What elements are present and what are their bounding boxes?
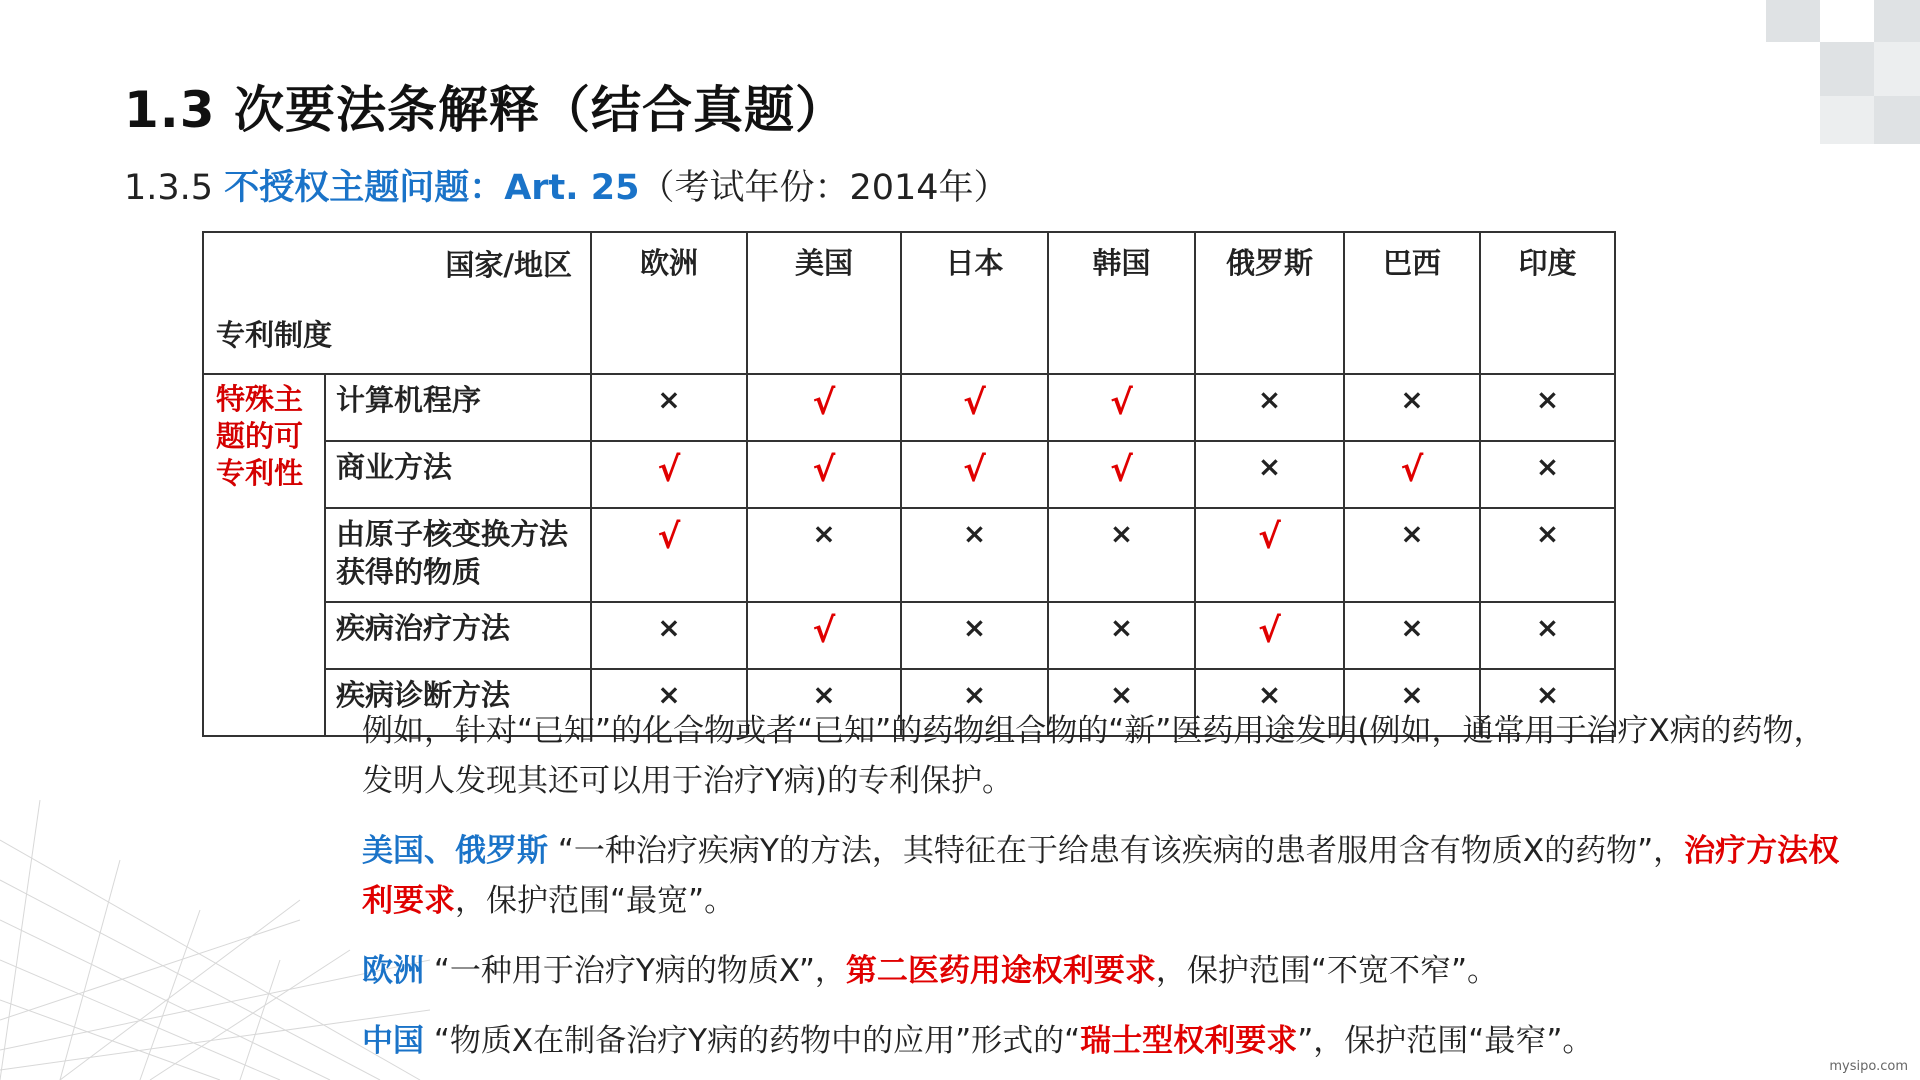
europe-label: 欧洲 (362, 953, 424, 989)
mark-cell: × (747, 669, 901, 736)
corner-label-system: 专利制度 (216, 318, 333, 352)
mark-cell: × (1048, 602, 1195, 669)
europe-text: “一种用于治疗Y病的物质X”， (433, 953, 846, 989)
patentability-table (202, 231, 1616, 737)
mark-cell: √ (1195, 602, 1344, 669)
row-label: 计算机程序 (325, 374, 591, 441)
mark-cell: √ (901, 374, 1048, 441)
mark-cell: × (1195, 669, 1344, 736)
mark-cell: √ (1048, 441, 1195, 508)
row-label: 商业方法 (325, 441, 591, 508)
us-russia-claim-type: 治疗方法权利要求 (362, 833, 1840, 919)
page-title: 1.3 次要法条解释（结合真题） (124, 81, 846, 139)
table-row (203, 374, 1615, 441)
mark-cell: × (1480, 441, 1615, 508)
us-russia-label: 美国、俄罗斯 (362, 833, 548, 869)
mark-cell: √ (901, 441, 1048, 508)
mark-cell: √ (747, 441, 901, 508)
country-header: 韩国 (1048, 232, 1195, 374)
watermark: mysipo.com (1829, 1059, 1908, 1074)
intro-paragraph: 例如，针对“已知”的化合物或者“已知”的药物组合物的“新”医药用途发明(例如，通常用于治疗X病的药物，发明人发现其还可以用于治疗Y病)的专利保护。 (362, 713, 1825, 799)
mark-cell: × (591, 669, 747, 736)
china-label: 中国 (362, 1023, 424, 1059)
mark-cell: √ (591, 508, 747, 602)
mark-cell: × (1344, 508, 1480, 602)
us-russia-paragraph (362, 826, 1842, 926)
row-label: 由原子核变换方法获得的物质 (325, 508, 591, 602)
table-row (203, 508, 1615, 602)
mark-cell: × (1480, 669, 1615, 736)
country-header: 印度 (1480, 232, 1615, 374)
mark-cell: √ (1344, 441, 1480, 508)
mark-cell: × (901, 602, 1048, 669)
europe-claim-type: 第二医药用途权利要求 (845, 953, 1156, 989)
mark-cell: √ (1195, 508, 1344, 602)
mark-cell: × (1195, 441, 1344, 508)
country-header: 俄罗斯 (1195, 232, 1344, 374)
country-header: 美国 (747, 232, 901, 374)
china-claim-type: 瑞士型权利要求 (1080, 1023, 1298, 1059)
china-text: “物质X在制备治疗Y病的药物中的应用”形式的“ (433, 1023, 1081, 1059)
mark-cell: × (901, 669, 1048, 736)
mark-cell: × (591, 374, 747, 441)
table-row (203, 602, 1615, 669)
country-header: 欧洲 (591, 232, 747, 374)
section-topic: 不授权主题问题：Art. 25 (224, 168, 640, 208)
europe-scope: ，保护范围“不宽不窄”。 (1155, 953, 1499, 989)
mark-cell: × (1480, 374, 1615, 441)
country-header: 日本 (901, 232, 1048, 374)
china-scope: ”，保护范围“最窄”。 (1297, 1023, 1594, 1059)
mark-cell: √ (591, 441, 747, 508)
mark-cell: × (1195, 374, 1344, 441)
mark-cell: √ (747, 374, 901, 441)
exam-year: （考试年份：2014年） (639, 168, 1009, 208)
mark-cell: × (1048, 669, 1195, 736)
mark-cell: × (1344, 602, 1480, 669)
china-paragraph (362, 1016, 1842, 1066)
table-corner-cell (203, 232, 591, 374)
mark-cell: × (1480, 602, 1615, 669)
mark-cell: × (747, 508, 901, 602)
table-header-row (203, 232, 1615, 374)
mark-cell: × (1048, 508, 1195, 602)
us-russia-text: “一种治疗疾病Y的方法，其特征在于给患有该疾病的患者服用含有物质X的药物”， (557, 833, 1685, 869)
category-label: 特殊主题的可专利性 (203, 374, 325, 736)
mark-cell: × (591, 602, 747, 669)
us-russia-scope: ，保护范围“最宽”。 (455, 883, 736, 919)
country-header: 巴西 (1344, 232, 1480, 374)
mark-cell: √ (747, 602, 901, 669)
row-label: 疾病治疗方法 (325, 602, 591, 669)
mark-cell: × (1480, 508, 1615, 602)
table-row (203, 441, 1615, 508)
mark-cell: √ (1048, 374, 1195, 441)
mark-cell: × (1344, 374, 1480, 441)
row-label: 疾病诊断方法 (325, 669, 591, 736)
corner-label-country: 国家/地区 (445, 248, 572, 282)
mark-cell: × (1344, 669, 1480, 736)
section-number: 1.3.5 (124, 168, 214, 208)
section-subtitle (124, 160, 1009, 210)
mark-cell: × (901, 508, 1048, 602)
europe-paragraph (362, 946, 1842, 996)
